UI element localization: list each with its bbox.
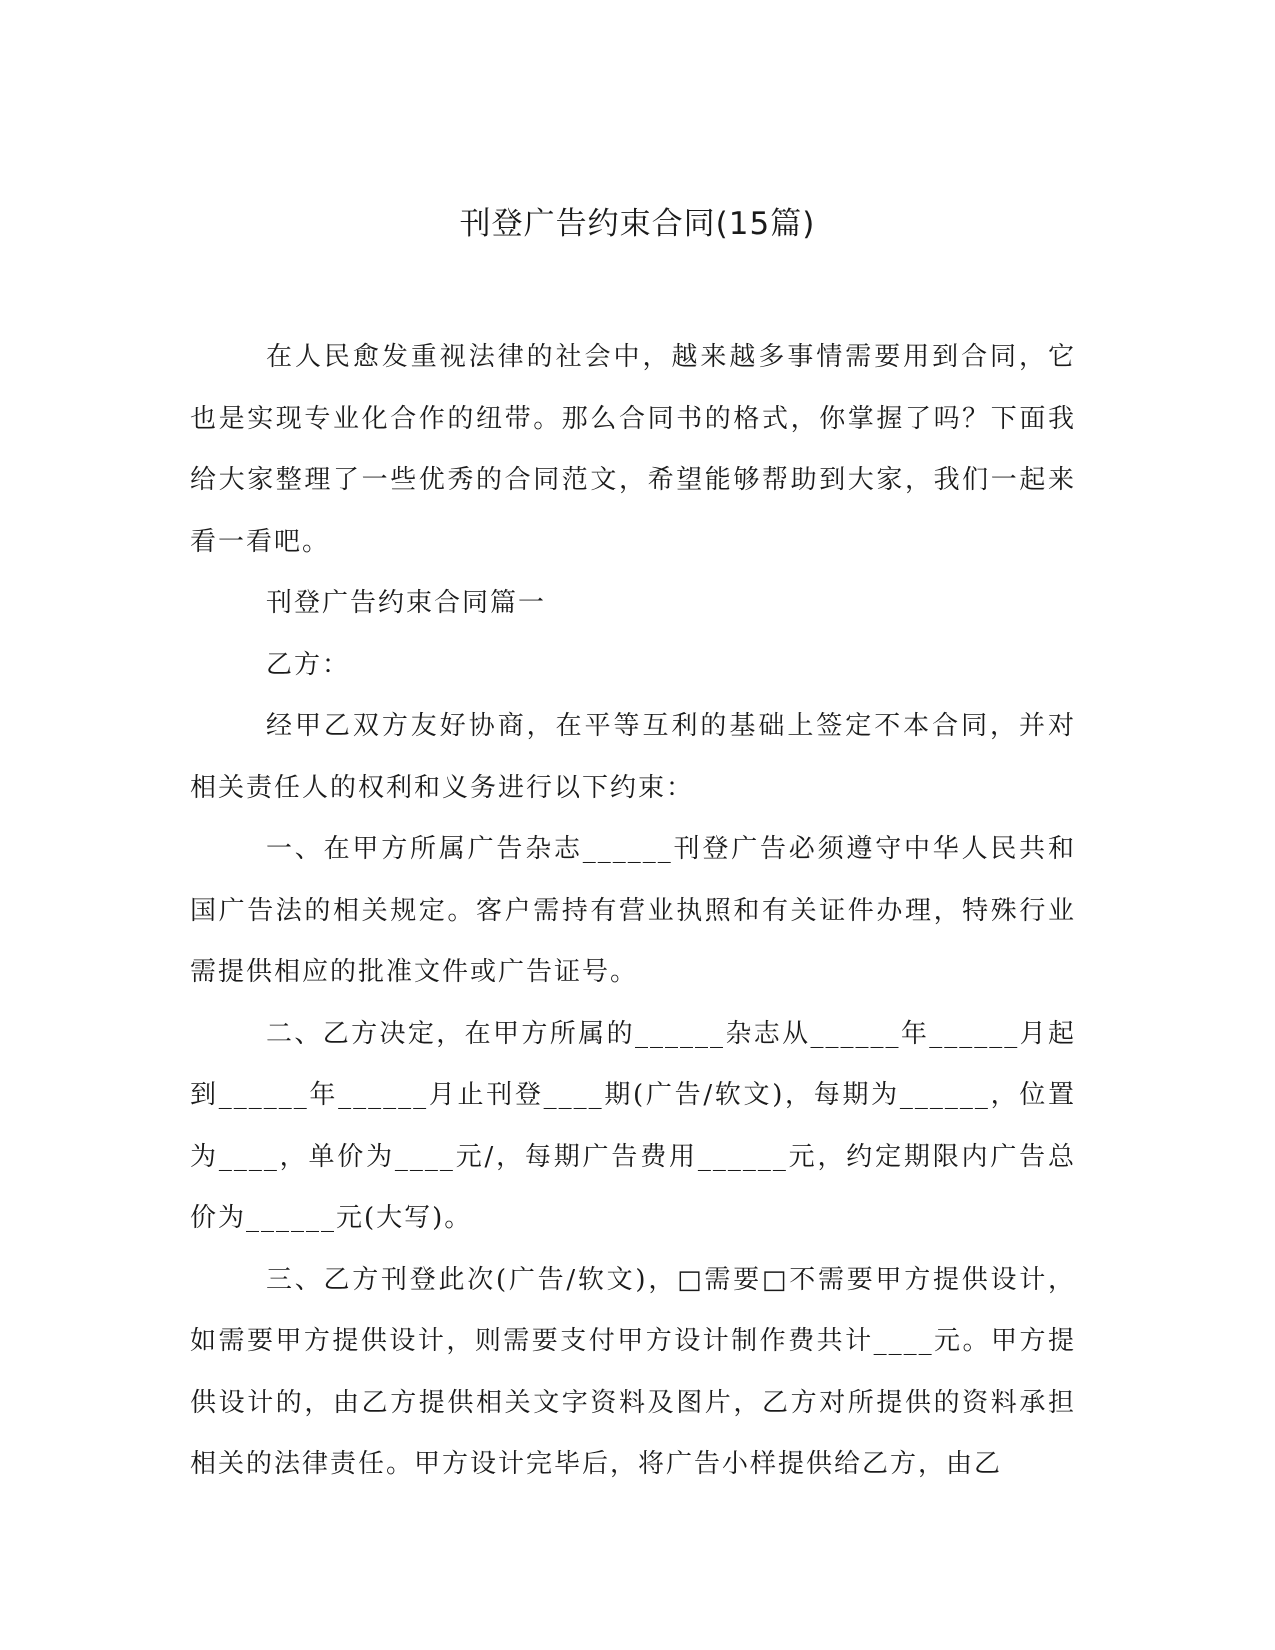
intro-paragraph: 在人民愈发重视法律的社会中，越来越多事情需要用到合同，它也是实现专业化合作的纽带。那么合同书的格式，你掌握了吗？下面我给大家整理了一些优秀的合同范文，希望能够帮助到大家，我们一起来看一看吧。	[190, 342, 1076, 557]
section-heading: 刊登广告约束合同篇一	[266, 588, 547, 618]
document-body	[190, 327, 1076, 1496]
document-title: 刊登广告约束合同(15篇)	[459, 206, 816, 242]
clause-three: 三、乙方刊登此次(广告/软文)，□需要□不需要甲方提供设计，如需要甲方提供设计，则需要支付甲方设计制作费共计____元。甲方提供设计的，由乙方提供相关文字资料及图片，乙方对所提供的资料承担相关的法律责任。甲方设计完毕后，将广告小样提供给乙方，由乙	[190, 1264, 1076, 1479]
clause-one: 一、在甲方所属广告杂志______刊登广告必须遵守中华人民共和国广告法的相关规定。客户需持有营业执照和有关证件办理，特殊行业需提供相应的批准文件或广告证号。	[190, 834, 1076, 987]
party-b-line: 乙方：	[266, 649, 351, 680]
preamble-paragraph: 经甲乙双方友好协商，在平等互利的基础上签定不本合同，并对相关责任人的权利和义务进行以下约束：	[190, 711, 1076, 803]
clause-two: 二、乙方决定，在甲方所属的______杂志从______年______月起到______年______月止刊登____期(广告/软文)，每期为______，位置为____，单价为____元/，每期广告费用______元，约定期限内广告总价为______元(大写)。	[190, 1018, 1076, 1233]
